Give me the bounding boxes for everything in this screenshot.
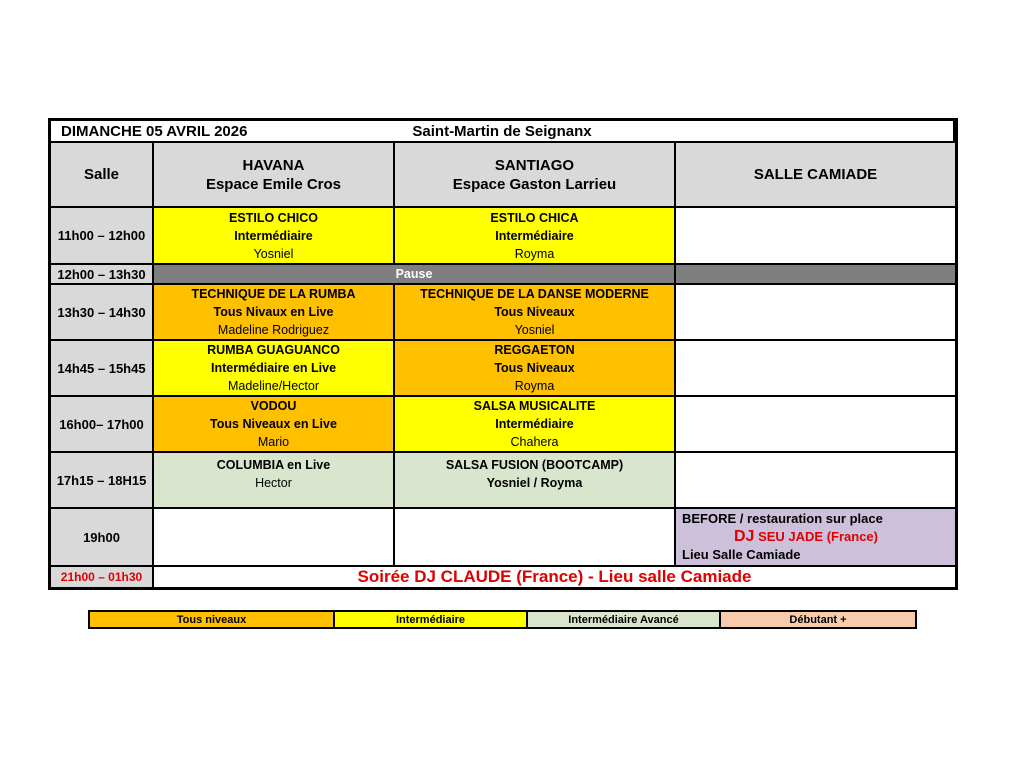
empty-cell xyxy=(676,341,955,397)
empty-cell xyxy=(154,509,395,567)
header-santiago-venue: Espace Gaston Larrieu xyxy=(452,175,617,193)
class-danse-moderne xyxy=(395,285,676,341)
class-level: Tous Niveaux xyxy=(494,361,575,375)
class-title: ESTILO CHICO xyxy=(229,210,318,225)
class-title: VODOU xyxy=(250,399,297,413)
class-title: REGGAETON xyxy=(494,343,575,357)
header-santiago-name: SANTIAGO xyxy=(494,156,575,174)
pause-bar: Pause xyxy=(154,265,676,285)
header-camiade: SALLE CAMIADE xyxy=(676,143,955,208)
place-title: Saint-Martin de Seignanx xyxy=(412,122,592,140)
pause-side-cell xyxy=(676,265,955,285)
header-salle: Salle xyxy=(51,143,154,208)
class-level: Intermédiaire en Live xyxy=(210,361,337,375)
lieu-line: Lieu Salle Camiade xyxy=(682,547,801,562)
empty-cell xyxy=(676,208,955,265)
class-columbia xyxy=(154,453,395,509)
time-slot-11h00: 11h00 – 12h00 xyxy=(51,208,154,265)
time-slot-19h00: 19h00 xyxy=(51,509,154,567)
class-level: Intermédiaire xyxy=(234,228,313,243)
class-title: SALSA MUSICALITE xyxy=(473,399,596,413)
legend-intermediaire: Intermédiaire xyxy=(335,612,528,627)
class-level: Intermédiaire xyxy=(495,228,574,243)
soiree-event-cell: Soirée DJ CLAUDE (France) - Lieu salle Camiade xyxy=(357,567,752,586)
dj-seu-jade-line xyxy=(734,528,878,546)
class-level: Intermédiaire xyxy=(495,417,574,431)
legend-debutant-plus: Débutant + xyxy=(721,612,915,627)
class-salsa-fusion xyxy=(395,453,676,509)
level-legend xyxy=(88,610,917,629)
class-title: COLUMBIA en Live xyxy=(216,458,331,472)
time-slot-21h00: 21h00 – 01h30 xyxy=(51,567,154,587)
legend-tous-niveaux: Tous niveaux xyxy=(90,612,335,627)
class-teacher: Chahera xyxy=(510,435,559,449)
class-title: SALSA FUSION (BOOTCAMP) xyxy=(445,458,624,472)
class-title: TECHNIQUE DE LA RUMBA xyxy=(191,287,356,301)
class-technique-rumba xyxy=(154,285,395,341)
table-title-row xyxy=(51,121,955,143)
time-slot-12h00: 12h00 – 13h30 xyxy=(51,265,154,285)
dj-label: DJ xyxy=(734,528,755,545)
class-teacher: Madeline/Hector xyxy=(227,379,319,393)
time-slot-17h15: 17h15 – 18H15 xyxy=(51,453,154,509)
time-slot-13h30: 13h30 – 14h30 xyxy=(51,285,154,341)
empty-cell xyxy=(676,397,955,453)
class-teacher: Madeline Rodriguez xyxy=(217,323,330,337)
class-level: Tous Niveaux en Live xyxy=(210,417,337,431)
class-teacher: Royma xyxy=(514,246,555,261)
header-havana-name: HAVANA xyxy=(242,156,305,174)
class-level: Tous Nivaux en Live xyxy=(213,305,334,319)
empty-cell xyxy=(676,453,955,509)
time-slot-14h45: 14h45 – 15h45 xyxy=(51,341,154,397)
class-title: RUMBA GUAGUANCO xyxy=(207,343,340,357)
schedule-table xyxy=(48,118,958,590)
class-salsa-musicalite xyxy=(395,397,676,453)
class-title: TECHNIQUE DE LA DANSE MODERNE xyxy=(420,287,649,301)
class-reggaeton xyxy=(395,341,676,397)
class-level: Tous Niveaux xyxy=(494,305,575,319)
class-teacher: Yosniel xyxy=(253,246,294,261)
class-teacher: Hector xyxy=(255,476,292,490)
header-havana xyxy=(154,143,395,208)
class-teacher: Mario xyxy=(257,435,290,449)
class-estilo-chica xyxy=(395,208,676,265)
class-estilo-chico xyxy=(154,208,395,265)
class-title: ESTILO CHICA xyxy=(490,210,579,225)
dj-name: SEU JADE (France) xyxy=(754,529,878,544)
class-teacher: Royma xyxy=(514,379,555,393)
class-teacher: Yosniel xyxy=(514,323,555,337)
class-teacher: Yosniel / Royma xyxy=(486,476,583,490)
legend-intermediaire-avance: Intermédiaire Avancé xyxy=(528,612,721,627)
empty-cell xyxy=(676,285,955,341)
empty-cell xyxy=(395,509,676,567)
date-title: DIMANCHE 05 AVRIL 2026 xyxy=(61,122,248,140)
header-havana-venue: Espace Emile Cros xyxy=(205,175,342,193)
before-line: BEFORE / restauration sur place xyxy=(682,511,883,526)
before-event-cell xyxy=(676,509,955,567)
time-slot-16h00: 16h00– 17h00 xyxy=(51,397,154,453)
class-vodou xyxy=(154,397,395,453)
class-rumba-guaguanco xyxy=(154,341,395,397)
header-santiago xyxy=(395,143,676,208)
